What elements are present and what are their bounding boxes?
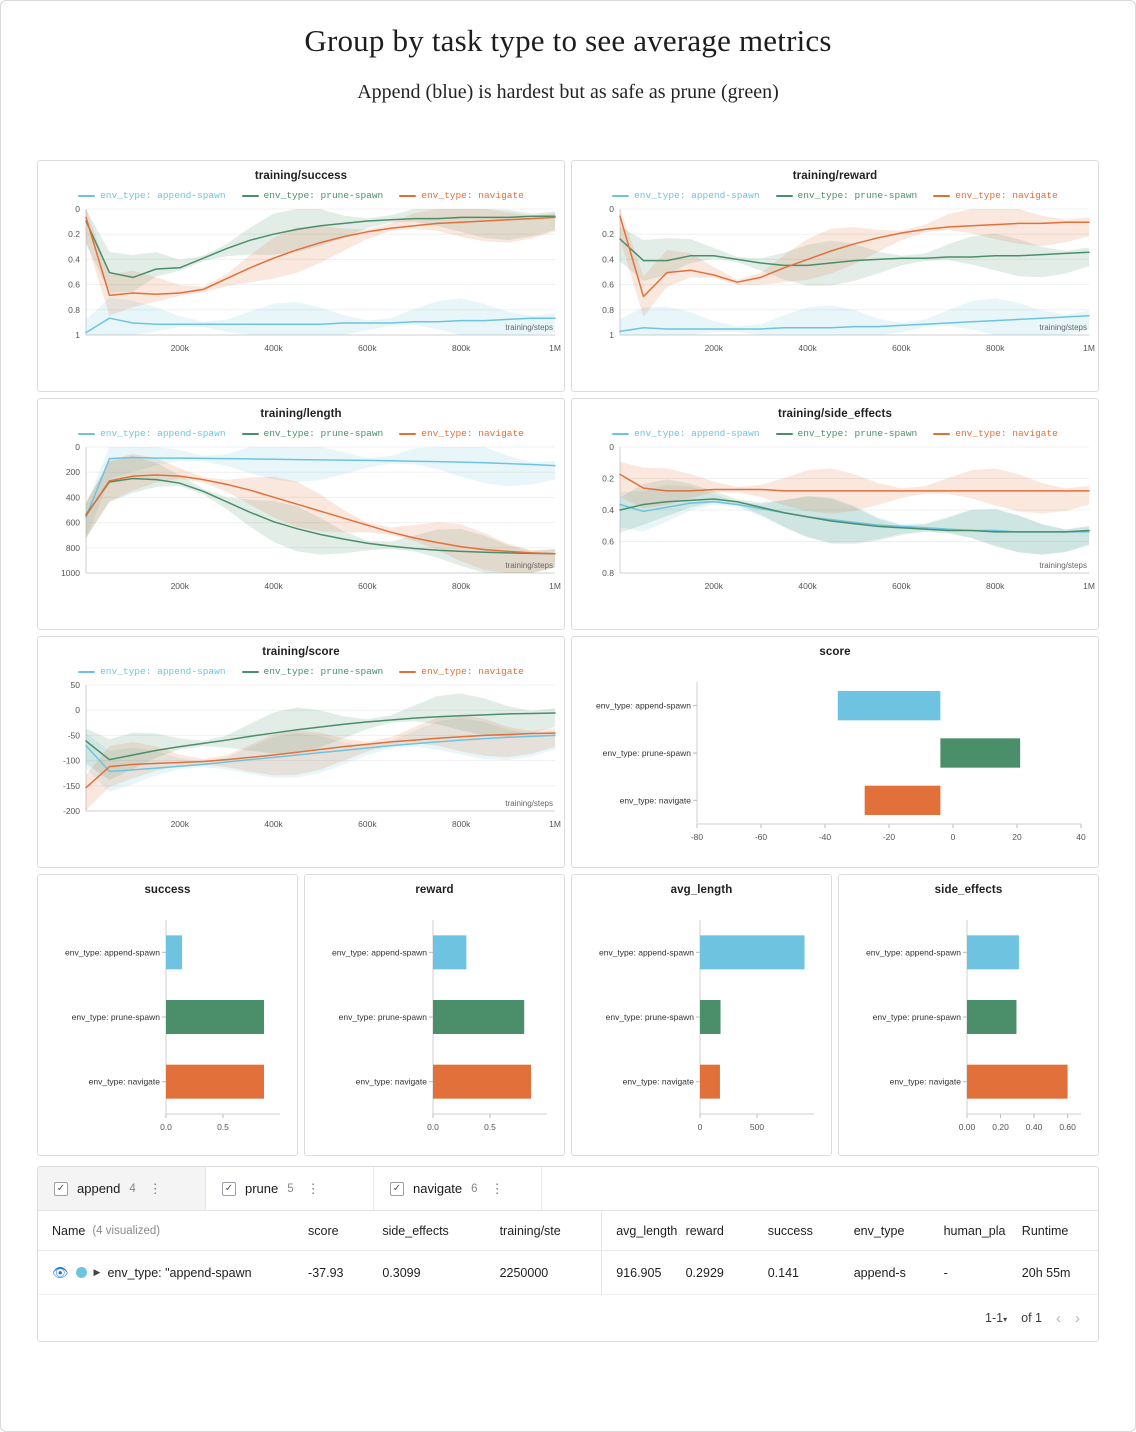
svg-text:env_type: append-spawn: env_type: append-spawn <box>866 947 961 958</box>
svg-text:0: 0 <box>75 442 80 452</box>
line-chart-canvas[interactable] <box>38 439 565 599</box>
legend-label-prune: env_type: prune-spawn <box>797 190 918 201</box>
svg-text:200k: 200k <box>170 819 190 829</box>
column-header-runtime[interactable]: Runtime <box>1021 1223 1069 1238</box>
panel-row-3 <box>37 636 1099 868</box>
panel-title: avg_length <box>670 884 733 896</box>
group-tab-prune[interactable] <box>206 1167 374 1210</box>
legend-label-append: env_type: append-spawn <box>634 190 760 201</box>
svg-text:-60: -60 <box>754 832 768 842</box>
more-options-icon[interactable]: ⋮ <box>148 1180 163 1196</box>
svg-text:env_type: navigate: env_type: navigate <box>88 1076 160 1087</box>
more-options-icon[interactable]: ⋮ <box>490 1180 505 1196</box>
svg-text:env_type: prune-spawn: env_type: prune-spawn <box>602 748 691 758</box>
more-options-icon[interactable]: ⋮ <box>306 1180 321 1196</box>
chart-legend <box>38 428 564 439</box>
legend-item-navigate[interactable] <box>933 428 1058 439</box>
legend-item-prune[interactable] <box>242 190 384 201</box>
legend-item-append[interactable] <box>612 190 759 201</box>
svg-text:1M: 1M <box>549 581 561 591</box>
svg-text:500: 500 <box>749 1122 765 1132</box>
group-tab-count: 5 <box>287 1182 294 1195</box>
cell-avg-length: 916.905 <box>601 1251 685 1294</box>
panel-row-1 <box>37 160 1099 392</box>
panel-title: training/length <box>260 408 342 420</box>
svg-text:-20: -20 <box>882 832 896 842</box>
panel-title: training/reward <box>792 170 878 182</box>
legend-item-prune[interactable] <box>242 428 384 439</box>
svg-text:600k: 600k <box>892 581 911 591</box>
panel-score-bar[interactable] <box>571 636 1099 868</box>
legend-label-navigate: env_type: navigate <box>421 428 524 439</box>
legend-label-navigate: env_type: navigate <box>421 190 524 201</box>
legend-item-append[interactable] <box>78 190 225 201</box>
column-header-side-effects[interactable]: side_effects <box>382 1223 449 1238</box>
cell-human-play: - <box>943 1265 948 1280</box>
legend-label-append: env_type: append-spawn <box>634 428 760 439</box>
cell-training-steps: 2250000 <box>499 1265 549 1280</box>
column-header-human-play[interactable]: human_pla <box>943 1223 1006 1238</box>
svg-text:-50: -50 <box>67 730 80 741</box>
svg-text:1: 1 <box>75 330 80 340</box>
svg-text:800: 800 <box>65 542 80 553</box>
group-tab-label: prune <box>245 1181 279 1196</box>
svg-text:400k: 400k <box>798 581 817 591</box>
panel-row-4 <box>37 874 1099 1156</box>
column-header-name[interactable] <box>38 1224 308 1238</box>
chart-legend <box>38 190 564 201</box>
run-name: env_type: "append-spawn <box>107 1265 252 1280</box>
svg-text:400k: 400k <box>264 581 283 591</box>
chart-legend <box>572 428 1098 439</box>
svg-text:env_type: navigate: env_type: navigate <box>355 1076 427 1087</box>
group-tabs <box>38 1167 1098 1211</box>
bar-chart-canvas[interactable] <box>38 896 298 1148</box>
svg-text:800k: 800k <box>985 581 1005 591</box>
line-chart-canvas[interactable] <box>38 677 565 837</box>
legend-item-append[interactable] <box>78 428 225 439</box>
svg-text:training/steps: training/steps <box>505 561 553 570</box>
svg-text:1M: 1M <box>549 343 561 353</box>
column-header-success[interactable]: success <box>767 1223 813 1238</box>
legend-label-prune: env_type: prune-spawn <box>263 190 384 201</box>
svg-text:40: 40 <box>1076 832 1086 842</box>
pagination-range[interactable]: 1-1▾ <box>985 1311 1008 1325</box>
svg-text:200k: 200k <box>704 581 724 591</box>
svg-text:0.2: 0.2 <box>602 229 614 240</box>
panel-avg-length-bar[interactable] <box>571 874 832 1156</box>
page-subtitle: Append (blue) is hardest but as safe as prune (green) <box>357 81 779 103</box>
svg-text:0.4: 0.4 <box>68 254 80 265</box>
svg-text:env_type: append-spawn: env_type: append-spawn <box>65 947 160 958</box>
visibility-eye-icon[interactable]: 👁 <box>52 1264 69 1280</box>
legend-label-navigate: env_type: navigate <box>955 190 1058 201</box>
page-title: Group by task type to see average metrics <box>304 23 832 58</box>
legend-item-prune[interactable] <box>776 190 918 201</box>
chart-legend <box>38 666 564 677</box>
svg-text:env_type: prune-spawn: env_type: prune-spawn <box>605 1012 694 1022</box>
svg-text:training/steps: training/steps <box>505 323 553 332</box>
column-header-reward[interactable]: reward <box>685 1223 724 1238</box>
panel-training-reward[interactable] <box>571 160 1099 392</box>
legend-item-prune[interactable] <box>776 428 918 439</box>
column-header-env-type[interactable]: env_type <box>853 1223 905 1238</box>
svg-text:20: 20 <box>1012 832 1022 842</box>
svg-text:env_type: navigate: env_type: navigate <box>889 1076 961 1087</box>
svg-text:0.5: 0.5 <box>217 1122 229 1132</box>
svg-text:0.00: 0.00 <box>958 1122 976 1132</box>
svg-text:env_type: prune-spawn: env_type: prune-spawn <box>71 1012 160 1022</box>
svg-text:0: 0 <box>697 1122 703 1132</box>
svg-text:training/steps: training/steps <box>505 799 553 808</box>
column-header-label: Name <box>52 1223 86 1238</box>
svg-text:-80: -80 <box>690 832 704 842</box>
svg-text:1M: 1M <box>549 819 561 829</box>
legend-item-append[interactable] <box>78 666 225 677</box>
svg-text:800k: 800k <box>451 343 471 353</box>
panel-reward-bar[interactable] <box>304 874 565 1156</box>
svg-text:0.0: 0.0 <box>427 1122 439 1132</box>
svg-text:50: 50 <box>70 680 80 690</box>
svg-text:0: 0 <box>609 204 614 214</box>
svg-text:800k: 800k <box>451 581 471 591</box>
svg-text:0.40: 0.40 <box>1025 1122 1043 1132</box>
panel-title: training/score <box>262 646 340 658</box>
legend-label-append: env_type: append-spawn <box>100 428 226 439</box>
bar-chart-canvas[interactable] <box>572 658 1099 858</box>
svg-text:400k: 400k <box>264 343 283 353</box>
table-row[interactable] <box>38 1251 1098 1295</box>
legend-item-navigate[interactable] <box>399 428 524 439</box>
panel-training-length[interactable] <box>37 398 565 630</box>
svg-text:600k: 600k <box>358 819 377 829</box>
svg-text:200k: 200k <box>170 343 190 353</box>
svg-text:-150: -150 <box>62 780 80 791</box>
panel-success-bar[interactable] <box>37 874 298 1156</box>
svg-text:0.4: 0.4 <box>602 505 614 515</box>
legend-label-prune: env_type: prune-spawn <box>263 428 384 439</box>
visualized-count: (4 visualized) <box>92 1224 161 1237</box>
cell-reward: 0.2929 <box>685 1265 724 1280</box>
column-header-training-steps[interactable]: training/ste <box>499 1223 561 1238</box>
panel-row-2 <box>37 398 1099 630</box>
svg-text:-100: -100 <box>62 755 80 766</box>
run-color-swatch <box>76 1267 87 1278</box>
svg-text:0: 0 <box>75 204 80 214</box>
svg-text:0.0: 0.0 <box>160 1122 172 1132</box>
legend-label-append: env_type: append-spawn <box>100 190 226 201</box>
chart-legend <box>572 190 1098 201</box>
legend-label-navigate: env_type: navigate <box>421 666 524 677</box>
svg-text:env_type: prune-spawn: env_type: prune-spawn <box>338 1012 427 1022</box>
checkbox-icon[interactable]: ✓ <box>54 1182 68 1196</box>
svg-text:training/steps: training/steps <box>1039 561 1087 570</box>
svg-text:0.60: 0.60 <box>1059 1122 1076 1132</box>
svg-text:1M: 1M <box>1083 343 1095 353</box>
svg-text:0.8: 0.8 <box>602 304 614 315</box>
table-footer <box>38 1295 1098 1341</box>
panel-training-score[interactable] <box>37 636 565 868</box>
svg-text:env_type: navigate: env_type: navigate <box>619 795 691 806</box>
legend-item-navigate[interactable] <box>399 666 524 677</box>
svg-text:0: 0 <box>950 832 956 842</box>
svg-text:0.2: 0.2 <box>68 229 80 240</box>
svg-text:env_type: append-spawn: env_type: append-spawn <box>332 947 427 958</box>
line-chart-canvas[interactable] <box>38 201 565 361</box>
svg-text:env_type: prune-spawn: env_type: prune-spawn <box>872 1012 961 1022</box>
next-page-button[interactable]: › <box>1075 1309 1080 1327</box>
panel-training-side-effects[interactable] <box>571 398 1099 630</box>
checkbox-icon[interactable]: ✓ <box>390 1182 404 1196</box>
svg-text:0.2: 0.2 <box>602 473 614 484</box>
svg-text:0: 0 <box>609 442 614 452</box>
group-tab-label: navigate <box>413 1181 463 1196</box>
cell-side-effects: 0.3099 <box>382 1265 421 1280</box>
cell-runtime: 20h 55m <box>1021 1265 1071 1280</box>
legend-label-prune: env_type: prune-spawn <box>263 666 384 677</box>
bar-chart-canvas[interactable] <box>305 896 565 1148</box>
panel-title: training/success <box>254 170 348 182</box>
legend-item-append[interactable] <box>612 428 759 439</box>
svg-text:env_type: navigate: env_type: navigate <box>622 1076 694 1087</box>
svg-text:env_type: append-spawn: env_type: append-spawn <box>599 947 694 958</box>
svg-text:200: 200 <box>65 467 80 478</box>
group-tab-navigate[interactable] <box>374 1167 542 1210</box>
svg-text:1M: 1M <box>1083 581 1095 591</box>
prev-page-button[interactable]: ‹ <box>1056 1309 1061 1327</box>
svg-text:1000: 1000 <box>61 568 80 578</box>
svg-text:600k: 600k <box>358 343 377 353</box>
svg-text:-40: -40 <box>818 832 832 842</box>
legend-item-navigate[interactable] <box>399 190 524 201</box>
svg-text:400k: 400k <box>798 343 817 353</box>
legend-item-navigate[interactable] <box>933 190 1058 201</box>
svg-text:0.8: 0.8 <box>68 304 80 315</box>
panel-title: side_effects <box>934 884 1003 896</box>
checkbox-icon[interactable]: ✓ <box>222 1182 236 1196</box>
svg-text:-200: -200 <box>62 806 80 816</box>
cell-success: 0.141 <box>767 1265 799 1280</box>
svg-text:env_type: append-spawn: env_type: append-spawn <box>596 700 691 711</box>
line-chart-canvas[interactable] <box>572 439 1099 599</box>
svg-text:800k: 800k <box>985 343 1005 353</box>
group-tab-count: 6 <box>471 1182 478 1195</box>
svg-text:600k: 600k <box>892 343 911 353</box>
panel-grid <box>37 160 1099 1156</box>
legend-item-prune[interactable] <box>242 666 384 677</box>
svg-text:0.6: 0.6 <box>602 536 614 547</box>
svg-text:training/steps: training/steps <box>1039 323 1087 332</box>
panel-training-success[interactable] <box>37 160 565 392</box>
svg-text:1: 1 <box>609 330 614 340</box>
svg-text:0.8: 0.8 <box>602 568 614 578</box>
table-header-row <box>38 1211 1098 1251</box>
cell-env-type: append-s <box>853 1265 906 1280</box>
column-header-avg-length[interactable]: avg_length <box>601 1211 685 1250</box>
bar-chart-canvas[interactable] <box>572 896 832 1148</box>
group-tab-append[interactable] <box>38 1167 206 1210</box>
cell-score: -37.93 <box>308 1265 344 1280</box>
legend-label-navigate: env_type: navigate <box>955 428 1058 439</box>
svg-text:600: 600 <box>65 517 80 528</box>
line-chart-canvas[interactable] <box>572 201 1099 361</box>
svg-text:200k: 200k <box>170 581 190 591</box>
pagination-total: of 1 <box>1021 1311 1042 1325</box>
svg-text:0.20: 0.20 <box>992 1122 1009 1132</box>
panel-title: success <box>144 884 191 896</box>
svg-text:400k: 400k <box>264 819 283 829</box>
runs-table <box>37 1166 1099 1342</box>
svg-text:0: 0 <box>75 705 80 716</box>
legend-label-append: env_type: append-spawn <box>100 666 226 677</box>
panel-side-effects-bar[interactable] <box>838 874 1099 1156</box>
group-tab-count: 4 <box>129 1182 136 1195</box>
svg-text:800k: 800k <box>451 819 471 829</box>
group-tab-label: append <box>77 1181 121 1196</box>
svg-text:0.5: 0.5 <box>484 1122 496 1132</box>
panel-title: reward <box>415 884 454 896</box>
svg-text:0.6: 0.6 <box>602 279 614 290</box>
svg-text:600k: 600k <box>358 581 377 591</box>
svg-text:0.4: 0.4 <box>602 254 614 265</box>
pagination-range-label: 1-1 <box>985 1311 1004 1325</box>
bar-chart-canvas[interactable] <box>839 896 1099 1148</box>
expand-caret-icon[interactable]: ▶ <box>93 1267 101 1277</box>
column-header-score[interactable]: score <box>308 1223 339 1238</box>
panel-title: training/side_effects <box>778 408 892 420</box>
panel-title: score <box>819 646 851 658</box>
svg-text:400: 400 <box>65 492 80 503</box>
svg-text:0.6: 0.6 <box>68 279 80 290</box>
svg-text:200k: 200k <box>704 343 724 353</box>
legend-label-prune: env_type: prune-spawn <box>797 428 918 439</box>
